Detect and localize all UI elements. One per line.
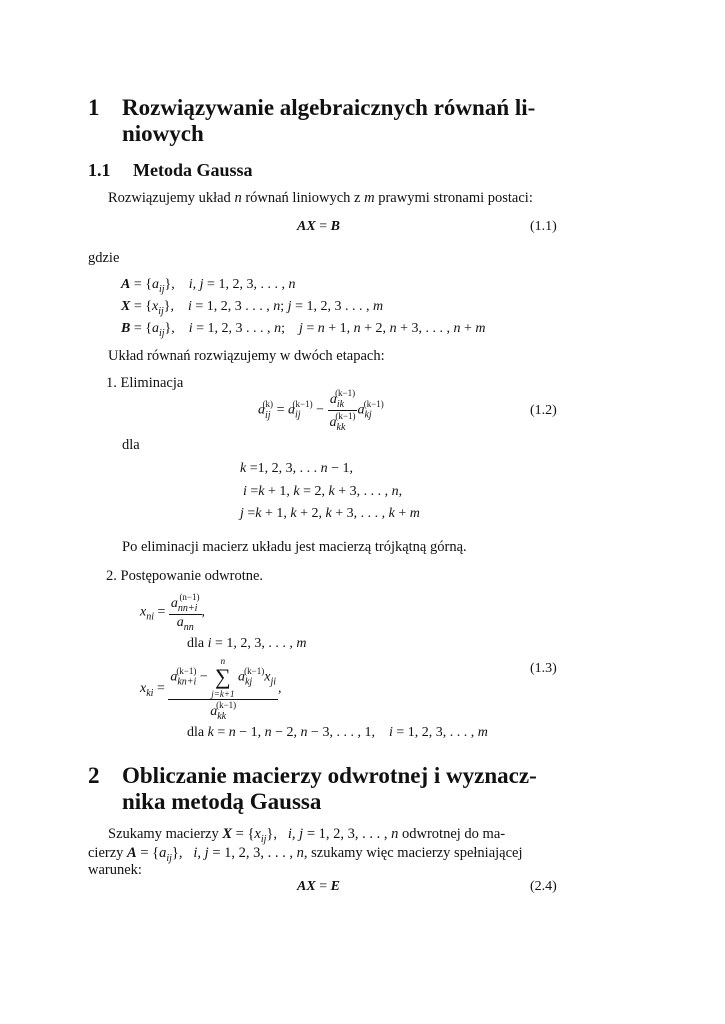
definition-X: $X = \{x_{ij}\}$, i = 1, 2, 3 . . . , n; j = 1, 2, 3 . . . , m: [121, 299, 384, 317]
range-k: k =1, 2, 3, . . . n − 1,: [240, 461, 354, 476]
equation-2-4: AX = E: [297, 879, 340, 894]
after-elimination-text: Po eliminacji macierz układu jest macierzą trójkątną górną.: [122, 539, 467, 555]
equation-1-3-dla1: dla i = 1, 2, 3, . . . , m: [187, 636, 307, 651]
equation-1-3-xki: $x_{ki}$ = $a_{kn+i}^{(k-1)}$ − n ∑ j=k+1 $a_{kj}^{(k-1)}x_{ji}$ $a_{kk}^{(k-1)}$ ,: [140, 656, 282, 722]
range-j: j =k + 1, k + 2, k + 3, . . . , k + m: [240, 506, 420, 521]
equation-2-4-number: (2.4): [530, 879, 557, 894]
gdzie-text: gdzie: [88, 250, 120, 266]
equation-1-3-xni: $x_{ni}$ = $\frac{a_{nn+i}^{(n-1)}}{a_{nn}}$ ,: [140, 592, 206, 633]
subsection-1-1-number: 1.1: [88, 160, 111, 180]
range-i: i =k + 1, k = 2, k + 3, . . . , n,: [243, 484, 403, 499]
subsection-1-1-title: Metoda Gaussa: [133, 160, 253, 180]
section-2-number: 2: [88, 763, 100, 788]
section-2-paragraph-line3: warunek:: [88, 862, 142, 878]
section-2-paragraph-line2: cierzy $A = \{a_{ij}\}$, i, j = 1, 2, 3, . . . , n, szukamy więc macierzy spełniającej: [88, 845, 523, 864]
step-2-label: 2. Postępowanie odwrotne.: [106, 568, 264, 584]
dla-text: dla: [122, 437, 140, 453]
section-2-title-line1: Obliczanie macierzy odwrotnej i wyznacz-: [122, 763, 537, 788]
section-1-number: 1: [88, 95, 100, 120]
equation-1-1-number: (1.1): [530, 219, 557, 234]
section-2-paragraph-line1: Szukamy macierzy $X = \{x_{ij}\}$, i, j = 1, 2, 3, . . . , n odwrotnej do ma-: [108, 826, 506, 845]
stages-intro: Układ równań rozwiązujemy w dwóch etapach:: [108, 348, 385, 364]
definition-A: $A = \{a_{ij}\}$, i, j = 1, 2, 3, . . . , n: [121, 277, 296, 295]
section-2-title-line2: nika metodą Gaussa: [122, 789, 322, 814]
definition-B: $B = \{a_{ij}\}$, i = 1, 2, 3 . . . , n; j = n + 1, n + 2, n + 3, . . . , n + m: [121, 321, 486, 339]
equation-1-2: $a_{ij}^{(k)} = a_{ij}^{(k-1)}$ − $\frac{a_{ik}^{(k-1)}}{a_{kk}^{(k-1)}}$ $a_{kj}^{(k-1)}$: [258, 388, 384, 433]
section-1-title-line1: Rozwiązywanie algebraicznych równań li-: [122, 95, 536, 120]
intro-text: Rozwiązujemy układ n równań liniowych z m prawymi stronami postaci:: [108, 190, 533, 206]
equation-1-2-number: (1.2): [530, 403, 557, 418]
section-1-title-line2: niowych: [122, 121, 204, 146]
equation-1-3-dla2: dla k = n − 1, n − 2, n − 3, . . . , 1, i = 1, 2, 3, . . . , m: [187, 725, 488, 740]
equation-1-1: AX = B: [297, 219, 340, 234]
equation-1-3-number: (1.3): [530, 661, 557, 676]
step-1-label: 1. Eliminacja: [106, 375, 184, 391]
